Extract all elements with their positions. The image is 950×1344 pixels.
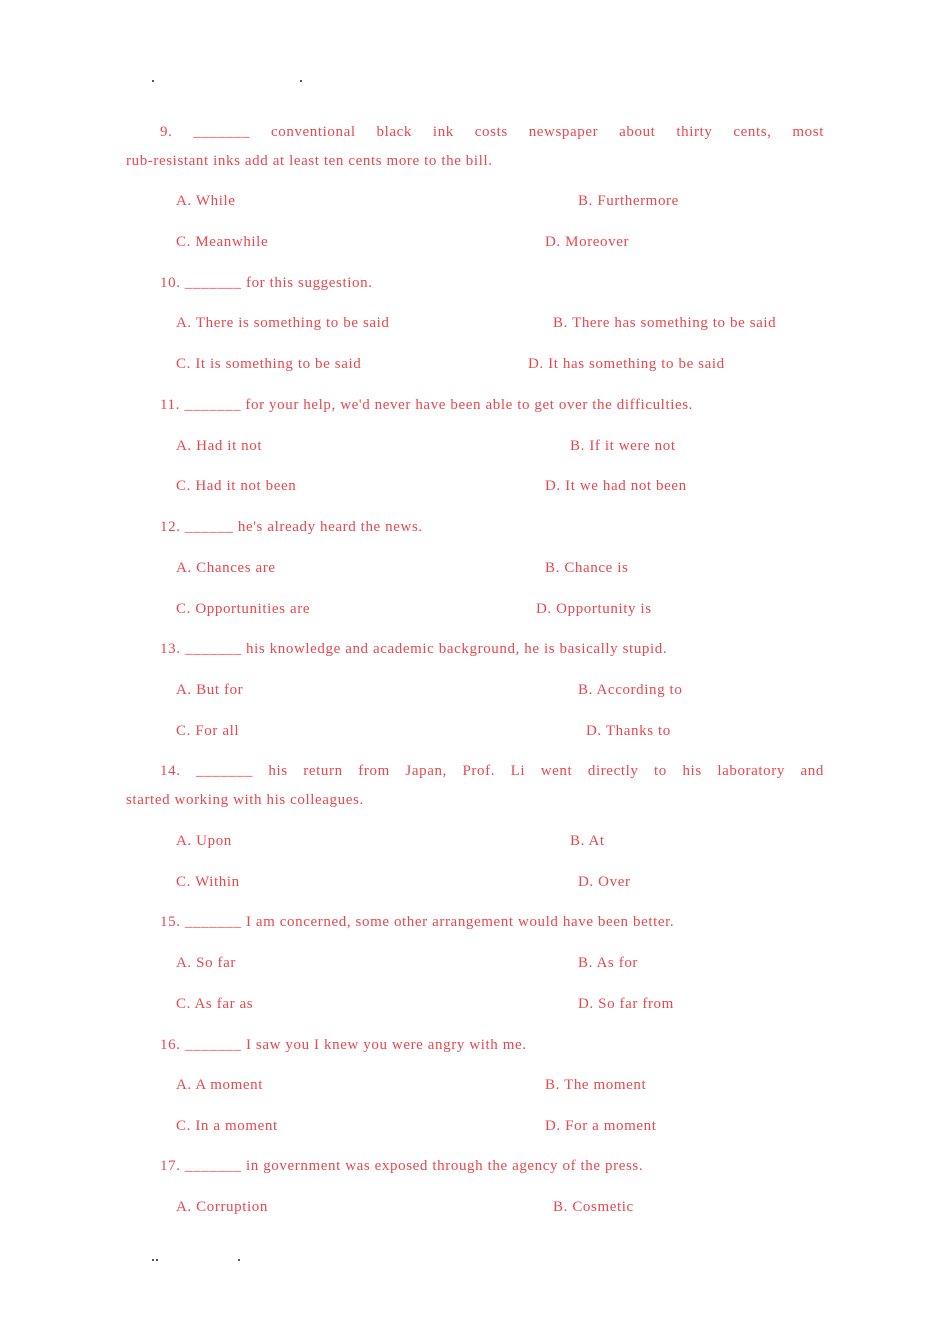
option-15b: B. As for: [578, 955, 639, 971]
header-mark: [300, 80, 302, 82]
option-14d: D. Over: [578, 874, 631, 890]
question-16: 16. _______ I saw you I knew you were angry with me.: [160, 1037, 527, 1053]
question-9-continued: rub-resistant inks add at least ten cents more to the bill.: [126, 153, 493, 169]
option-13b: B. According to: [578, 682, 683, 698]
option-16b: B. The moment: [545, 1077, 647, 1093]
option-9d: D. Moreover: [545, 234, 630, 250]
option-15c: C. As far as: [176, 996, 254, 1012]
header-mark: [152, 80, 154, 82]
option-14a: A. Upon: [176, 833, 232, 849]
option-16a: A. A moment: [176, 1077, 264, 1093]
question-14: 14. _______ his return from Japan, Prof. Li went directly to his laboratory and: [160, 763, 824, 779]
question-17: 17. _______ in government was exposed through the agency of the press.: [160, 1158, 644, 1174]
option-17b: B. Cosmetic: [553, 1199, 634, 1215]
footer-mark: [156, 1259, 158, 1261]
question-15: 15. _______ I am concerned, some other arrangement would have been better.: [160, 914, 675, 930]
option-12b: B. Chance is: [545, 560, 629, 576]
option-14b: B. At: [570, 833, 605, 849]
question-9: 9. _______ conventional black ink costs newspaper about thirty cents, most: [160, 124, 824, 140]
option-10d: D. It has something to be said: [528, 356, 725, 372]
option-13c: C. For all: [176, 723, 240, 739]
option-11b: B. If it were not: [570, 438, 676, 454]
option-12a: A. Chances are: [176, 560, 276, 576]
footer-mark: [238, 1259, 240, 1261]
option-12d: D. Opportunity is: [536, 601, 652, 617]
option-17a: A. Corruption: [176, 1199, 268, 1215]
option-11d: D. It we had not been: [545, 478, 687, 494]
option-13a: A. But for: [176, 682, 244, 698]
option-12c: C. Opportunities are: [176, 601, 311, 617]
question-12: 12. ______ he's already heard the news.: [160, 519, 423, 535]
question-14-continued: started working with his colleagues.: [126, 792, 364, 808]
option-15a: A. So far: [176, 955, 236, 971]
option-9b: B. Furthermore: [578, 193, 679, 209]
option-9a: A. While: [176, 193, 236, 209]
option-10b: B. There has something to be said: [553, 315, 777, 331]
question-13: 13. _______ his knowledge and academic background, he is basically stupid.: [160, 641, 668, 657]
option-13d: D. Thanks to: [586, 723, 671, 739]
option-11a: A. Had it not: [176, 438, 263, 454]
question-11: 11. _______ for your help, we'd never have been able to get over the difficulties.: [160, 397, 694, 413]
option-9c: C. Meanwhile: [176, 234, 269, 250]
option-15d: D. So far from: [578, 996, 674, 1012]
option-14c: C. Within: [176, 874, 240, 890]
option-16d: D. For a moment: [545, 1118, 657, 1134]
option-16c: C. In a moment: [176, 1118, 278, 1134]
option-10a: A. There is something to be said: [176, 315, 390, 331]
option-11c: C. Had it not been: [176, 478, 297, 494]
footer-mark: [152, 1259, 154, 1261]
question-10: 10. _______ for this suggestion.: [160, 275, 373, 291]
option-10c: C. It is something to be said: [176, 356, 362, 372]
